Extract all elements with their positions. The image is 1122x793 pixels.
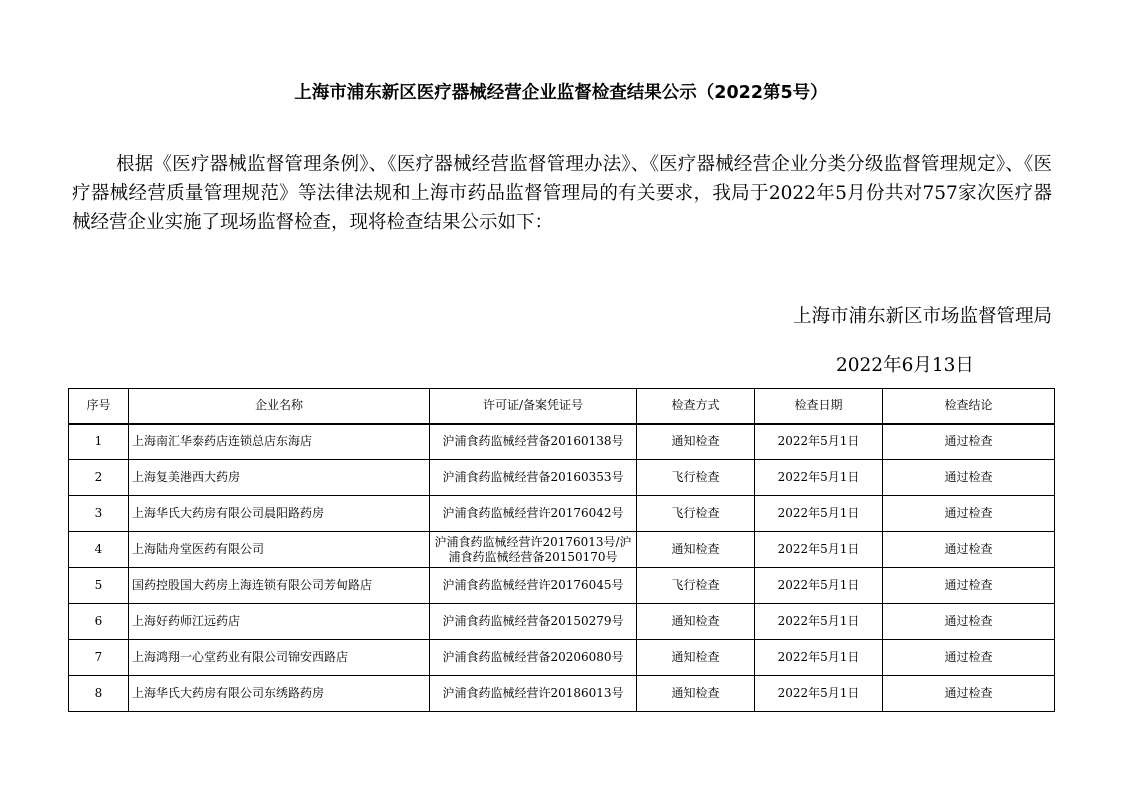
cell-license: 沪浦食药监械经营备20150279号 (430, 604, 637, 640)
cell-result: 通过检查 (883, 532, 1055, 568)
cell-license: 沪浦食药监械经营备20160138号 (430, 424, 637, 460)
cell-method: 飞行检查 (637, 460, 755, 496)
cell-method: 飞行检查 (637, 496, 755, 532)
table-row (69, 424, 1055, 460)
cell-date: 2022年5月1日 (755, 460, 883, 496)
cell-license: 沪浦食药监械经营许20186013号 (430, 676, 637, 712)
cell-company-name: 上海陆舟堂医药有限公司 (129, 532, 430, 568)
cell-date: 2022年5月1日 (755, 676, 883, 712)
table-row (69, 640, 1055, 676)
header-result: 检查结论 (883, 389, 1055, 424)
cell-license: 沪浦食药监械经营许20176042号 (430, 496, 637, 532)
cell-date: 2022年5月1日 (755, 496, 883, 532)
table-row (69, 496, 1055, 532)
table-row (69, 676, 1055, 712)
cell-company-name: 上海复美港西大药房 (129, 460, 430, 496)
cell-no: 2 (69, 460, 129, 496)
header-no: 序号 (69, 389, 129, 424)
cell-license: 沪浦食药监械经营许20176045号 (430, 568, 637, 604)
table-row (69, 460, 1055, 496)
cell-company-name: 上海华氏大药房有限公司晨阳路药房 (129, 496, 430, 532)
header-date: 检查日期 (755, 389, 883, 424)
cell-method: 通知检查 (637, 640, 755, 676)
cell-company-name: 上海华氏大药房有限公司东绣路药房 (129, 676, 430, 712)
header-method: 检查方式 (637, 389, 755, 424)
cell-result: 通过检查 (883, 496, 1055, 532)
cell-method: 通知检查 (637, 424, 755, 460)
table-row (69, 568, 1055, 604)
cell-company-name: 上海好药师江远药店 (129, 604, 430, 640)
inspection-results-table (68, 388, 1055, 712)
cell-no: 6 (69, 604, 129, 640)
cell-date: 2022年5月1日 (755, 640, 883, 676)
cell-license: 沪浦食药监械经营备20206080号 (430, 640, 637, 676)
cell-no: 1 (69, 424, 129, 460)
cell-method: 通知检查 (637, 604, 755, 640)
cell-result: 通过检查 (883, 640, 1055, 676)
cell-method: 通知检查 (637, 676, 755, 712)
cell-result: 通过检查 (883, 604, 1055, 640)
cell-method: 通知检查 (637, 532, 755, 568)
cell-company-name: 国药控股国大药房上海连锁有限公司芳甸路店 (129, 568, 430, 604)
cell-no: 5 (69, 568, 129, 604)
cell-date: 2022年5月1日 (755, 604, 883, 640)
intro-paragraph: 根据《医疗器械监督管理条例》、《医疗器械经营监督管理办法》、《医疗器械经营企业分类分级监督管理规定》、《医疗器械经营质量管理规范》等法律法规和上海市药品监督管理局的有关要求，我局于2022年5月份共对757家次医疗器械经营企业实施了现场监督检查，现将检查结果公示如下： (72, 154, 1052, 233)
cell-result: 通过检查 (883, 424, 1055, 460)
cell-result: 通过检查 (883, 568, 1055, 604)
cell-date: 2022年5月1日 (755, 424, 883, 460)
cell-license: 沪浦食药监械经营许20176013号/沪浦食药监械经营备20150170号 (430, 532, 637, 568)
cell-no: 7 (69, 640, 129, 676)
cell-no: 8 (69, 676, 129, 712)
cell-result: 通过检查 (883, 676, 1055, 712)
issue-date: 2022年6月13日 (836, 355, 974, 376)
table-row (69, 532, 1055, 568)
cell-result: 通过检查 (883, 460, 1055, 496)
cell-company-name: 上海南汇华泰药店连锁总店东海店 (129, 424, 430, 460)
table-header-row (69, 389, 1055, 424)
header-company-name: 企业名称 (129, 389, 430, 424)
cell-date: 2022年5月1日 (755, 568, 883, 604)
cell-no: 4 (69, 532, 129, 568)
table-row (69, 604, 1055, 640)
cell-company-name: 上海鸿翔一心堂药业有限公司锦安西路店 (129, 640, 430, 676)
cell-license: 沪浦食药监械经营备20160353号 (430, 460, 637, 496)
cell-date: 2022年5月1日 (755, 532, 883, 568)
cell-no: 3 (69, 496, 129, 532)
document-title: 上海市浦东新区医疗器械经营企业监督检查结果公示（2022第5号） (294, 83, 828, 103)
issuing-organization: 上海市浦东新区市场监督管理局 (792, 306, 1052, 327)
header-license: 许可证/备案凭证号 (430, 389, 637, 424)
cell-method: 飞行检查 (637, 568, 755, 604)
